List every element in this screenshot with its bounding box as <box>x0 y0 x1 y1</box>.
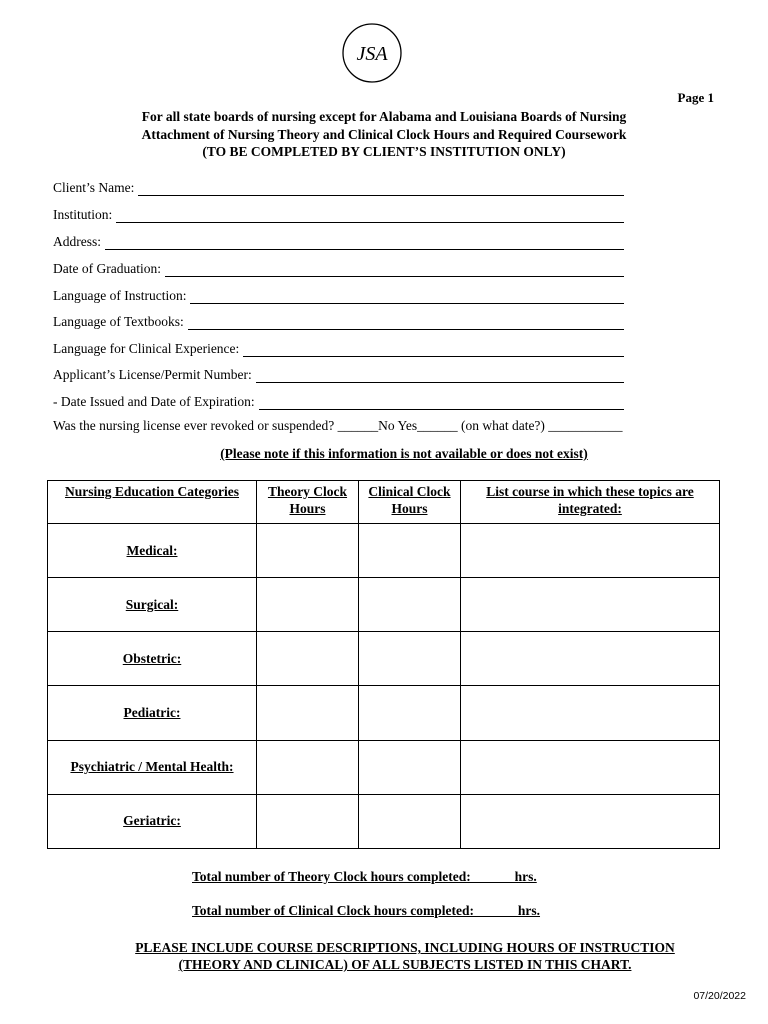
field-label: - Date Issued and Date of Expiration: <box>53 394 255 409</box>
header-course-list: List course in which these topics are integrated: <box>461 481 720 524</box>
jsa-logo <box>341 22 403 84</box>
clinical-language-field[interactable] <box>53 339 624 357</box>
field-label: Date of Graduation: <box>53 261 161 276</box>
category-surgical: Surgical: <box>48 578 257 632</box>
field-line[interactable] <box>138 182 624 196</box>
instructions-line-1: PLEASE INCLUDE COURSE DESCRIPTIONS, INCLUDING HOURS OF INSTRUCTION <box>135 940 675 955</box>
table-row <box>48 632 720 686</box>
institution-field[interactable] <box>53 205 624 223</box>
page-number: Page 1 <box>677 90 714 105</box>
table-row <box>48 524 720 578</box>
instruction-language-field[interactable] <box>53 286 624 304</box>
client-name-field[interactable] <box>53 178 624 196</box>
field-line[interactable] <box>259 396 624 410</box>
graduation-date-field[interactable] <box>53 259 624 277</box>
clinical-hours-cell[interactable] <box>359 740 461 794</box>
table-row <box>48 740 720 794</box>
course-description-instructions <box>0 939 768 973</box>
header-categories: Nursing Education Categories <box>48 481 257 524</box>
header-line-3: (TO BE COMPLETED BY CLIENT’S INSTITUTION ONLY) <box>202 144 566 159</box>
field-line[interactable] <box>190 290 624 304</box>
course-list-cell[interactable] <box>461 632 720 686</box>
category-geriatric: Geriatric: <box>48 794 257 848</box>
table-header-row <box>48 481 720 524</box>
clock-hours-table <box>47 480 720 849</box>
clinical-hours-cell[interactable] <box>359 632 461 686</box>
field-label: Address: <box>53 234 101 249</box>
course-list-cell[interactable] <box>461 524 720 578</box>
clinical-hours-cell[interactable] <box>359 578 461 632</box>
header-line-1: For all state boards of nursing except for Alabama and Louisiana Boards of Nursing <box>141 109 627 124</box>
license-number-field[interactable] <box>53 365 624 383</box>
logo-text: JSA <box>356 43 388 65</box>
field-line[interactable] <box>165 263 624 277</box>
field-label: Language for Clinical Experience: <box>53 341 240 356</box>
field-label: Language of Instruction: <box>53 288 187 303</box>
field-line[interactable] <box>105 236 624 250</box>
document-header <box>0 108 768 161</box>
address-field[interactable] <box>53 232 624 250</box>
clinical-hours-cell[interactable] <box>359 524 461 578</box>
header-line-2: Attachment of Nursing Theory and Clinical Clock Hours and Required Coursework <box>141 126 627 142</box>
table-row <box>48 794 720 848</box>
theory-hours-cell[interactable] <box>257 578 359 632</box>
category-psychiatric: Psychiatric / Mental Health: <box>48 740 257 794</box>
instructions-line-2: (THEORY AND CLINICAL) OF ALL SUBJECTS LISTED IN THIS CHART. <box>178 957 632 972</box>
theory-hours-cell[interactable] <box>257 686 359 740</box>
category-medical: Medical: <box>48 524 257 578</box>
category-obstetric: Obstetric: <box>48 632 257 686</box>
category-pediatric: Pediatric: <box>48 686 257 740</box>
header-theory-hours: Theory Clock Hours <box>257 481 359 524</box>
field-label: Applicant’s License/Permit Number: <box>53 367 252 382</box>
field-label: Language of Textbooks: <box>53 314 184 329</box>
field-line[interactable] <box>188 316 624 330</box>
header-clinical-hours: Clinical Clock Hours <box>359 481 461 524</box>
field-line[interactable] <box>256 369 624 383</box>
license-dates-field[interactable] <box>53 392 624 410</box>
theory-hours-cell[interactable] <box>257 740 359 794</box>
availability-note: (Please note if this information is not available or does not exist) <box>220 446 588 461</box>
course-list-cell[interactable] <box>461 794 720 848</box>
theory-hours-cell[interactable] <box>257 632 359 686</box>
theory-hours-cell[interactable] <box>257 524 359 578</box>
field-label: Client’s Name: <box>53 180 135 195</box>
table-row <box>48 686 720 740</box>
textbook-language-field[interactable] <box>53 312 624 330</box>
license-revoked-question[interactable]: Was the nursing license ever revoked or suspended? ______No Yes______ (on what date?) ___________ <box>53 418 623 433</box>
clinical-hours-cell[interactable] <box>359 794 461 848</box>
revision-date: 07/20/2022 <box>693 990 746 1002</box>
field-line[interactable] <box>116 209 624 223</box>
total-clinical-hours[interactable]: Total number of Clinical Clock hours completed: hrs. <box>192 903 541 918</box>
theory-hours-cell[interactable] <box>257 794 359 848</box>
total-theory-hours[interactable]: Total number of Theory Clock hours completed: hrs. <box>192 869 537 884</box>
table-row <box>48 578 720 632</box>
field-label: Institution: <box>53 207 113 222</box>
course-list-cell[interactable] <box>461 578 720 632</box>
course-list-cell[interactable] <box>461 686 720 740</box>
course-list-cell[interactable] <box>461 740 720 794</box>
clinical-hours-cell[interactable] <box>359 686 461 740</box>
field-line[interactable] <box>243 343 624 357</box>
